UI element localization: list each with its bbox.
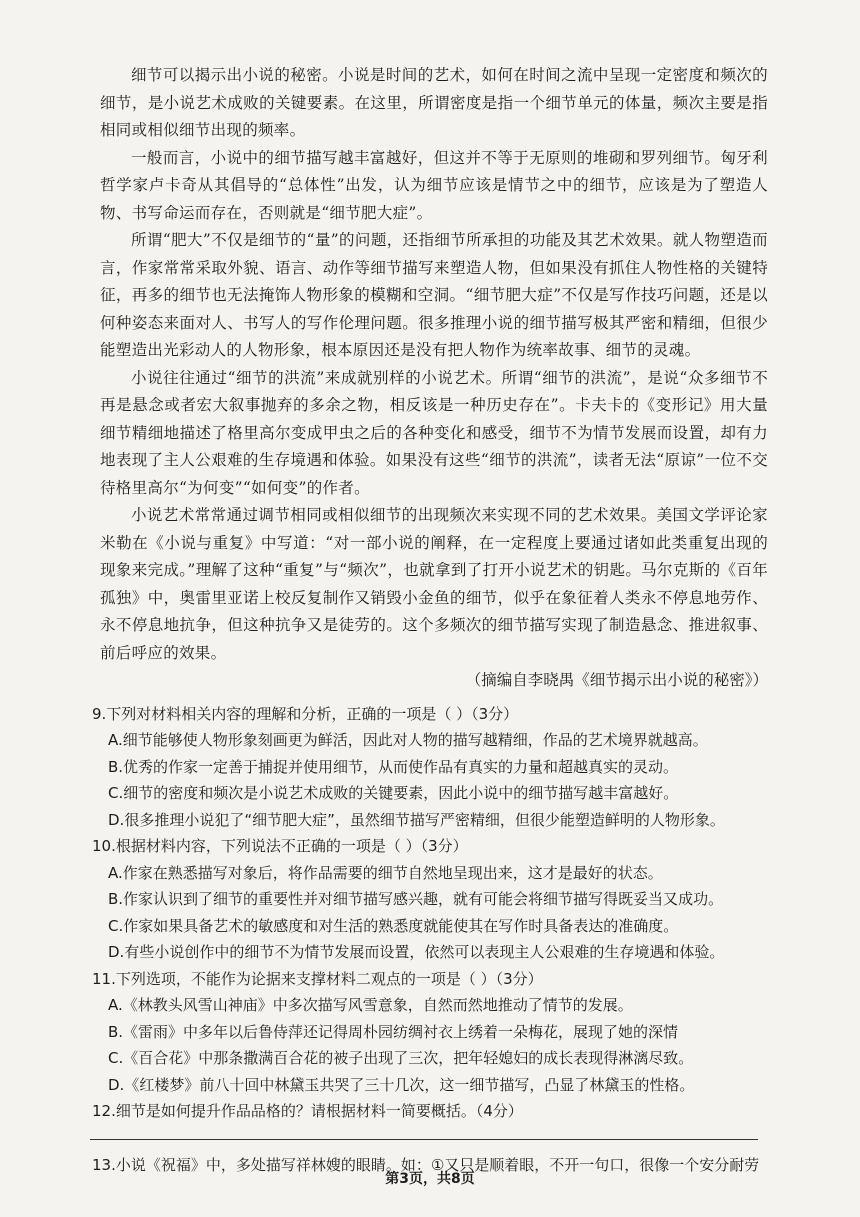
option-c: C.《百合花》中那条撒满百合花的被子出现了三次，把年轻媳妇的成长表现得淋漓尽致。: [108, 1049, 694, 1067]
page-number: 第3页，共8页: [385, 1171, 475, 1187]
material-source: （摘编自李晓禺《细节揭示出小说的秘密》）: [465, 671, 768, 689]
question-13-stem: 13.小说《祝福》中，多处描写祥林嫂的眼睛。如：①又只是顺着眼，不开一句口，很像一个安分耐劳: [92, 1155, 760, 1174]
option-b: B.作家认识到了细节的重要性并对细节描写感兴趣，就有可能会将细节描写得既妥当又成功。: [108, 890, 724, 908]
question-9: [92, 701, 768, 834]
option-c: C.细节的密度和频次是小说艺术成败的关键要素，因此小说中的细节描写越丰富越好。: [108, 784, 679, 802]
option-b: B.优秀的作家一定善于捕捉并使用细节，从而使作品有真实的力量和超越真实的灵动。: [108, 757, 679, 776]
question-stem: 11.下列选项，不能作为论据来支撑材料二观点的一项是（ ）（3分）: [92, 969, 543, 988]
reading-material: [100, 62, 768, 695]
option-a: A.《林教头风雪山神庙》中多次描写风雪意象，自然而然地推动了情节的发展。: [108, 996, 633, 1014]
question-11: [92, 966, 768, 1099]
option-d: D.《红楼梦》前八十回中林黛玉共哭了三十几次，这一细节描写，凸显了林黛玉的性格。: [108, 1075, 695, 1094]
question-stem: 12.细节是如何提升作品品格的？请根据材料一简要概括。（4分）: [92, 1102, 523, 1120]
option-a: A.细节能够使人物形象刻画更为鲜活，因此对人物的描写越精细，作品的艺术境界就越高。: [108, 731, 708, 749]
section-divider: [90, 1139, 758, 1140]
option-d: D.很多推理小说犯了“细节肥大症”，虽然细节描写严密精细，但很少能塑造鲜明的人物形象。: [108, 810, 725, 829]
option-d: D.有些小说创作中的细节不为情节发展而设置，依然可以表现主人公艰难的生存境遇和体验。: [108, 943, 725, 961]
option-a: A.作家在熟悉描写对象后，将作品需要的细节自然地呈现出来，这才是最好的状态。: [108, 863, 663, 882]
option-c: C.作家如果具备艺术的敏感度和对生活的熟悉度就能使其在写作时具备表达的准确度。: [108, 916, 679, 935]
material-paragraph-4: 小说往往通过“细节的洪流”来成就别样的小说艺术。所谓“细节的洪流”，是说“众多细节不再是悬念或者宏大叙事抛弃的多余之物，相反该是一种历史存在”。卡夫卡的《变形记》用大量细节精细地描述了格里高尔变成甲虫之后的各种变化和感受，细节不为情节发展而设置，却有力地表现了主人公艰难的生存境遇和体验。如果没有这些“细节的洪流”，读者无法“原谅”一位不交待格里高尔“为何变”“如何变”的作者。: [100, 368, 768, 497]
material-paragraph-3: 所谓“肥大”不仅是细节的“量”的问题，还指细节所承担的功能及其艺术效果。就人物塑造而言，作家常常采取外貌、语言、动作等细节描写来塑造人物，但如果没有抓住人物性格的关键特征，再多的细节也无法掩饰人物形象的模糊和空洞。“细节肥大症”不仅是写作技巧问题，还是以何种姿态来面对人、书写人的写作伦理问题。很多推理小说的细节描写极其严密和精细，但很少能塑造出光彩动人的人物形象，根本原因还是没有把人物作为统率故事、细节的灵魂。: [100, 231, 768, 359]
material-paragraph-5: 小说艺术常常通过调节相同或相似细节的出现频次来实现不同的艺术效果。美国文学评论家米勒在《小说与重复》中写道：“对一部小说的阐释，在一定程度上要通过诸如此类重复出现的现象来完成。”理解了这种“重复”与“频次”，也就拿到了打开小说艺术的钥匙。马尔克斯的《百年孤独》中，奥雷里亚诺上校反复制作又销毁小金鱼的细节，似乎在象征着人类永不停息地劳作、永不停息地抗争，但这种抗争又是徒劳的。这个多频次的细节描写实现了制造悬念、推进叙事、前后呼应的效果。: [100, 506, 768, 662]
material-paragraph-2: 一般而言，小说中的细节描写越丰富越好，但这并不等于无原则的堆砌和罗列细节。匈牙利哲学家卢卡奇从其倡导的“总体性”出发，认为细节应该是情节之中的细节，应该是为了塑造人物、书写命运而存在，否则就是“细节肥大症”。: [100, 148, 768, 222]
material-paragraph-1: 细节可以揭示出小说的秘密。小说是时间的艺术，如何在时间之流中呈现一定密度和频次的细节，是小说艺术成败的关键要素。在这里，所谓密度是指一个细节单元的体量，频次主要是指相同或相似细节出现的频率。: [100, 66, 768, 139]
option-b: B.《雷雨》中多年以后鲁侍萍还记得周朴园纺绸衬衣上绣着一朵梅花，展现了她的深情: [108, 1022, 679, 1041]
question-stem: 10.根据材料内容，下列说法不正确的一项是（ ）（3分）: [92, 837, 468, 855]
question-stem: 9.下列对材料相关内容的理解和分析，正确的一项是（ ）（3分）: [92, 704, 519, 723]
question-12: [92, 1098, 768, 1125]
question-10: [92, 833, 768, 966]
